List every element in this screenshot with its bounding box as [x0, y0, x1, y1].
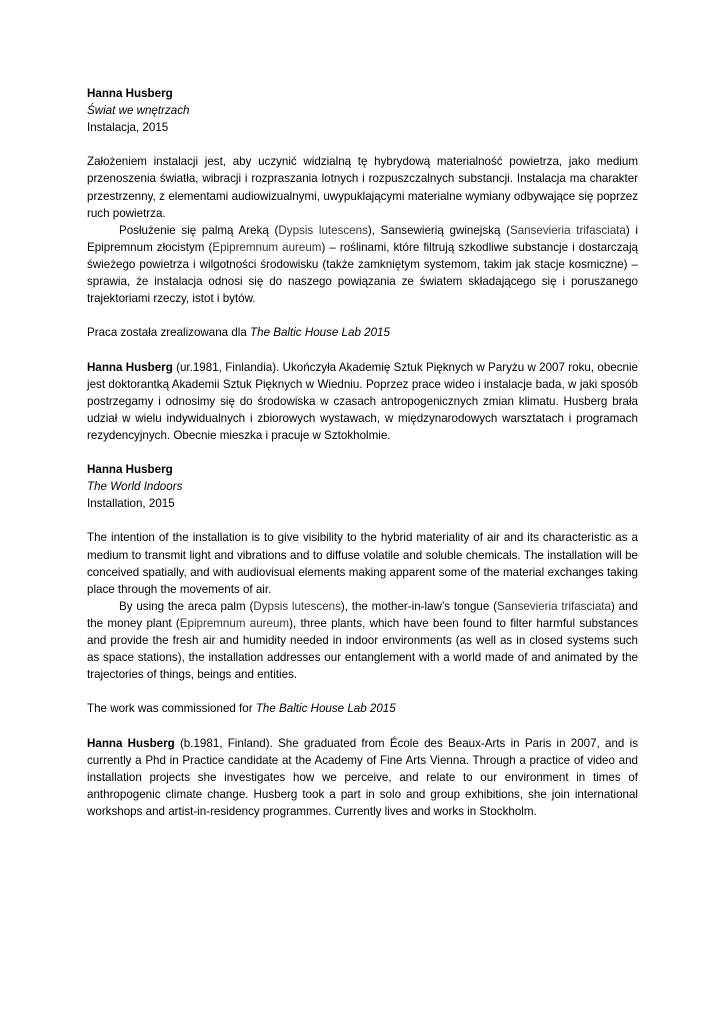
- pl-species-1: Dypsis lutescens: [278, 223, 368, 237]
- en-species-2: Sansevieria trifasciata: [496, 599, 611, 613]
- en-commission: The work was commissioned for The Baltic House Lab 2015: [87, 702, 396, 716]
- pl-species-3: Epipremnum aureum: [212, 240, 322, 254]
- en-paragraph-1: The intention of the installation is to give visibility to the hybrid materiality of air and its characteristic as a medium to transmit light and vibrations and to diffuse volatile and soluble chemicals. The installation will be conceived spatially, and with audiovisual elements making apparent some of the material exchanges taking place through the movements of air.: [87, 531, 638, 596]
- en-author: Hanna Husberg: [87, 463, 173, 477]
- pl-commission: Praca została zrealizowana dla The Baltic House Lab 2015: [87, 326, 390, 340]
- pl-species-2: Sansevieria trifasciata: [509, 223, 626, 237]
- en-species-3: Epipremnum aureum: [179, 616, 290, 630]
- en-medium: Installation, 2015: [87, 497, 175, 511]
- en-venue: The Baltic House Lab 2015: [255, 702, 396, 716]
- pl-title: Świat we wnętrzach: [87, 104, 190, 118]
- pl-medium: Instalacja, 2015: [87, 121, 169, 135]
- pl-author: Hanna Husberg: [87, 87, 173, 100]
- pl-venue: The Baltic House Lab 2015: [250, 326, 390, 340]
- pl-paragraph-2: Posłużenie się palmą Areką (Dypsis lutescens), Sansewierią gwinejską (Sansevieria trifasciata) i Epipremnum złocistym (Epipremnum aureum) – roślinami, które filtrują szkodliwe substancje i dostarczają świeżego powietrza i wilgotności środowisku (także zamkniętym systemom, takim jak stacje kosmiczne) – sprawia, że instalacja odnosi się do naszego powiązania ze światem składającego się i poruszanego trajektoriami rzeczy, istot i bytów.: [87, 223, 639, 306]
- en-species-1: Dypsis lutescens: [253, 599, 341, 613]
- en-bio-name: Hanna Husberg: [87, 736, 175, 750]
- en-bio: Hanna Husberg (b.1981, Finland). She graduated from École des Beaux-Arts in Paris in 2007, and is currently a Phd in Practice candidate at the Academy of Fine Arts Vienna. Through a practice of video and installation projects she investigates how we perceive, and relate to our environment in times of anthropogenic climate change. Husberg took a part in solo and group exhibitions, she join international workshops and artist-in-residency programmes. Currently lives and works in Stockholm.: [87, 736, 638, 818]
- pl-bio: Hanna Husberg (ur.1981, Finlandia). Ukończyła Akademię Sztuk Pięknych w Paryżu w 2007 roku, obecnie jest doktorantką Akademii Sztuk Pięknych w Wiedniu. Poprzez prace wideo i instalacje bada, w jaki sposób postrzegamy i odnosimy się do środowiska w czasach antropogenicznych zmian klimatu. Husberg brała udział w wielu indywidualnych i zbiorowych wystawach, w międzynarodowych warsztatach i programach rezydencyjnych. Obecnie mieszka i pracuje w Sztokholmie.: [87, 360, 638, 442]
- english-section: [87, 461, 638, 820]
- polish-section: [87, 85, 638, 461]
- en-paragraph-2: By using the areca palm (Dypsis lutescens), the mother-in-law’s tongue (Sansevieria trifasciata) and the money plant (Epipremnum aureum), three plants, which have been found to filter harmful substances and provide the fresh air and humidity needed in indoor environments (as well as in closed systems such as space stations), the installation addresses our entanglement with a world made of and animated by the trajectories of things, beings and entities.: [87, 599, 638, 682]
- pl-paragraph-1: Założeniem instalacji jest, aby uczynić widzialną tę hybrydową materialność powietrza, jako medium przenoszenia światła, wibracji i rozpraszania lotnych i rozpuszczalnych substancji. Instalacja ma charakter przestrzenny, z elementami audiowizualnymi, uwypuklającymi materialne wymiany odbywające się poprzez ruch powietrza.: [87, 155, 638, 220]
- en-title: The World Indoors: [87, 480, 183, 494]
- document-page: [87, 85, 638, 820]
- pl-bio-name: Hanna Husberg: [87, 360, 173, 374]
